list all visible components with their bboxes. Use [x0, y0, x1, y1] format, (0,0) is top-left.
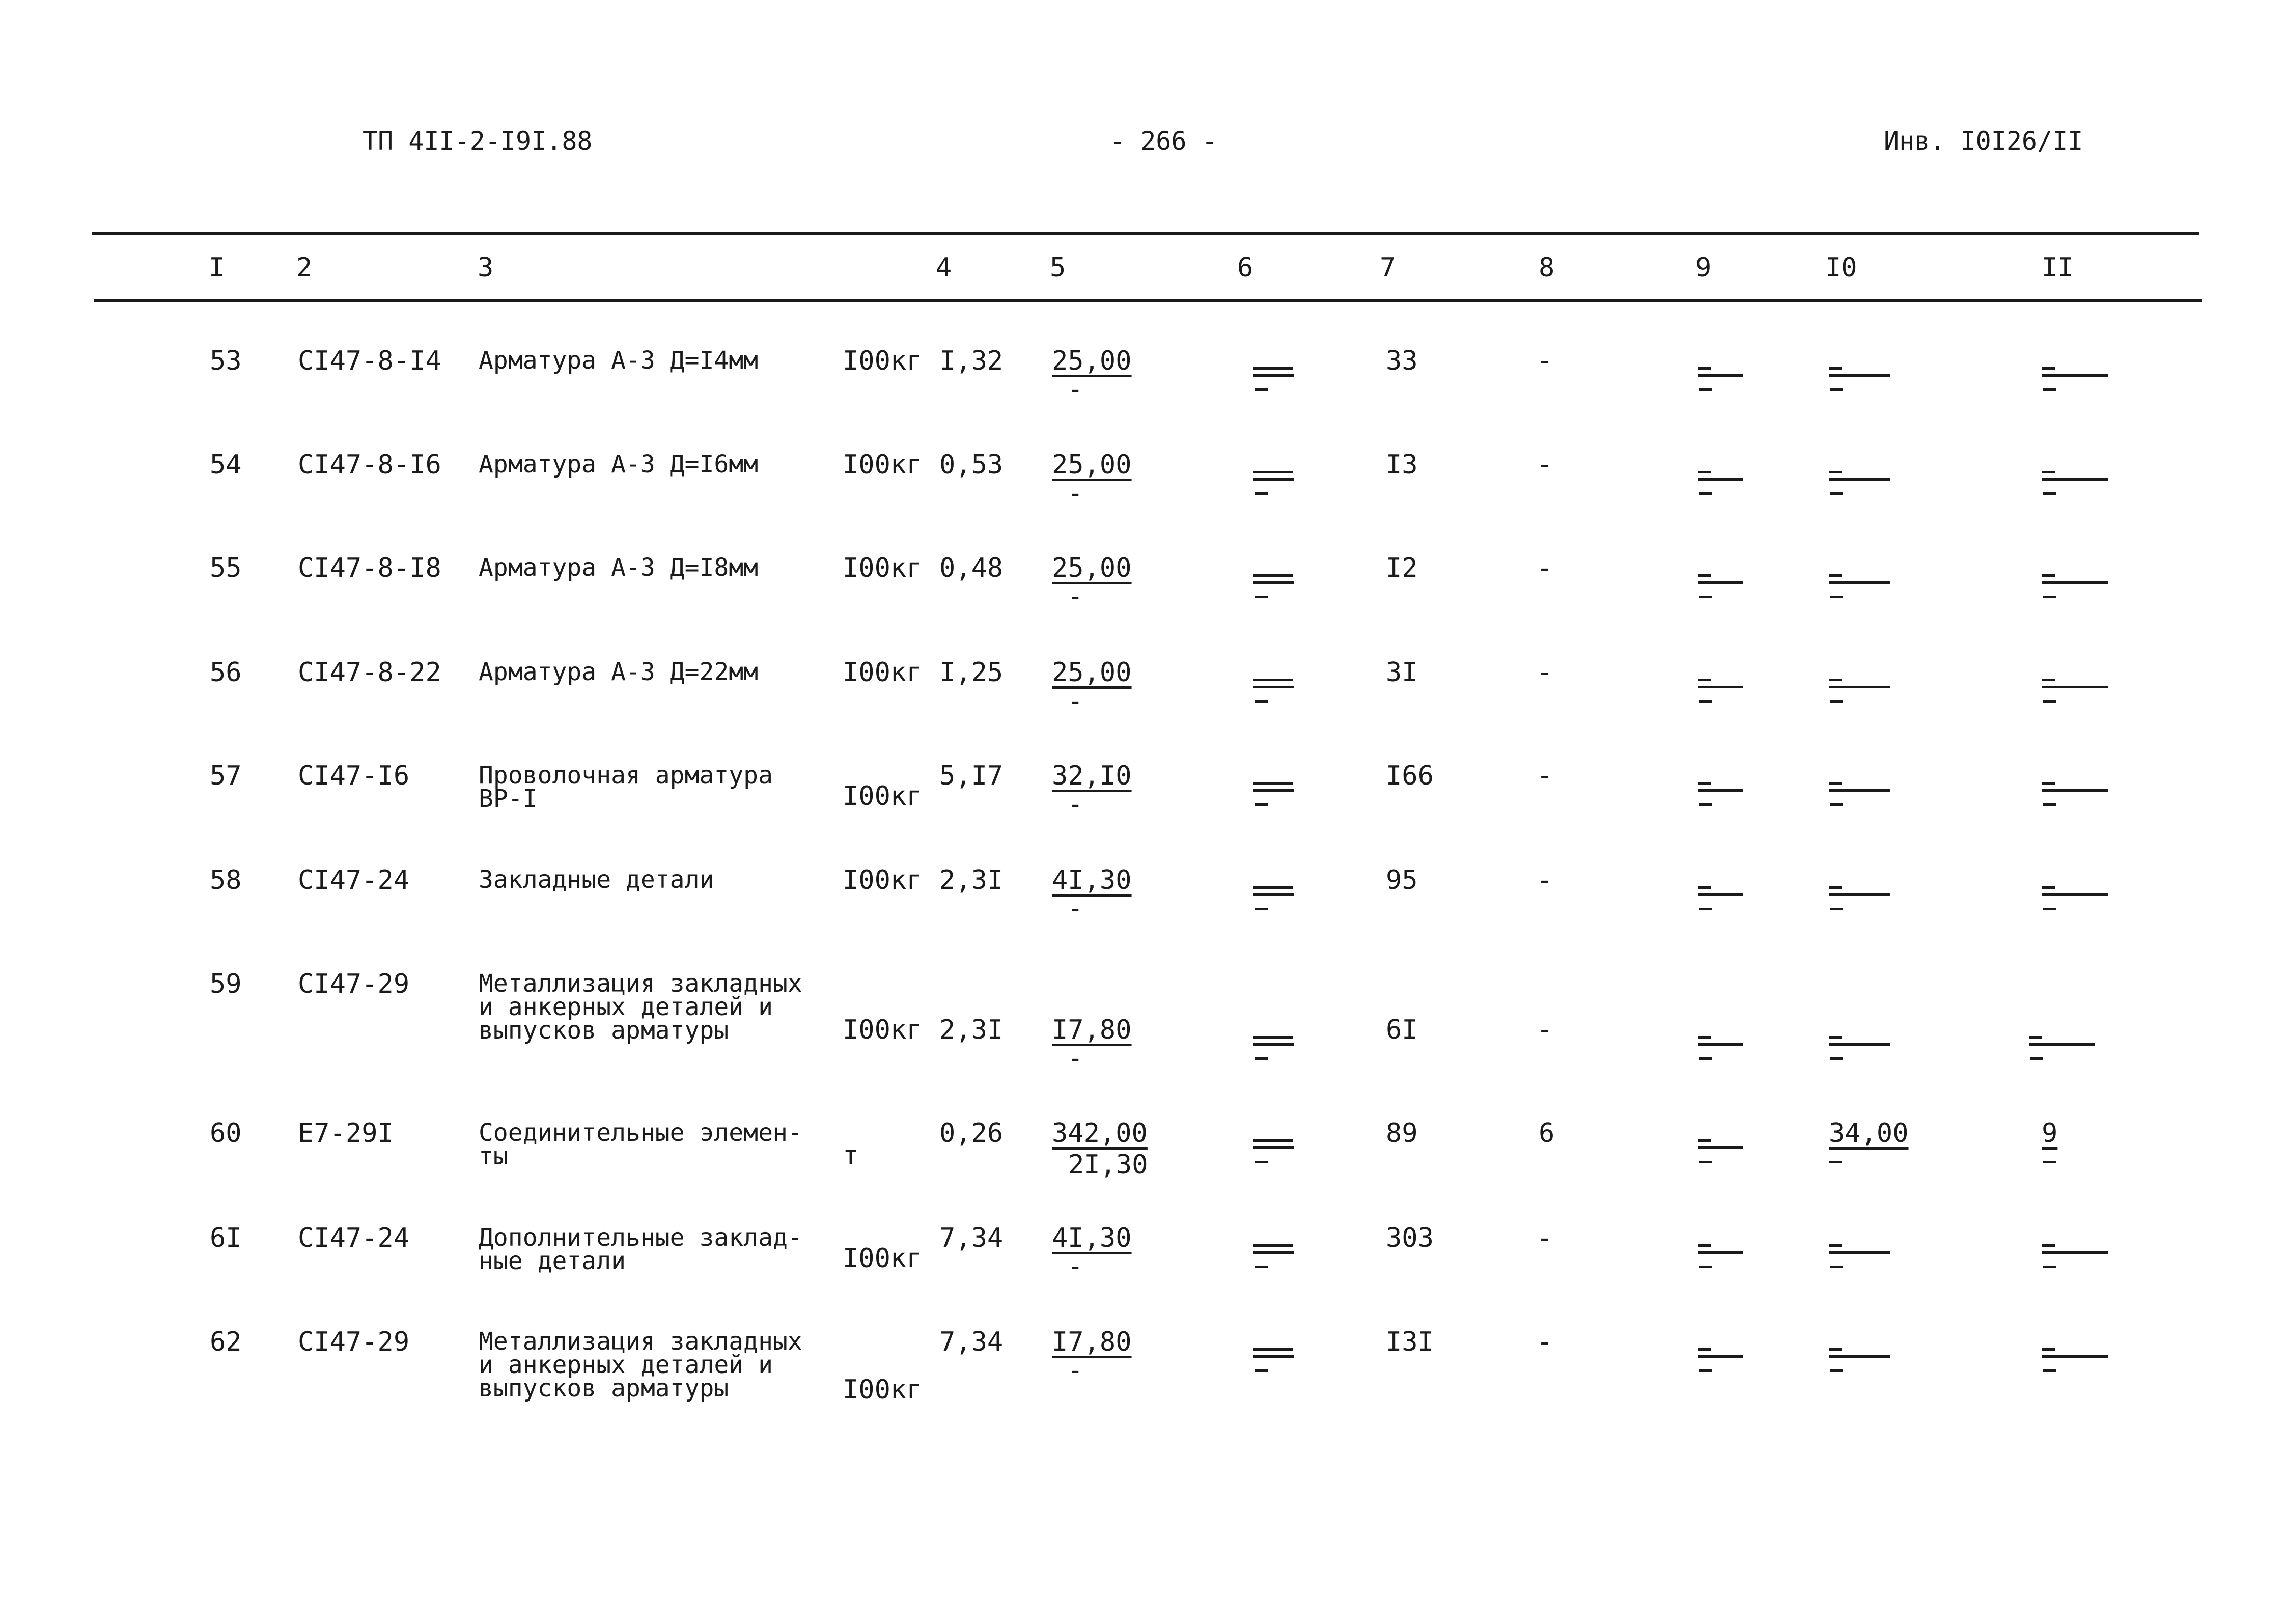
col9-dash-bottom	[1699, 908, 1712, 910]
row-col8: -	[1537, 1223, 1553, 1253]
row-col8: -	[1537, 553, 1553, 583]
row-price: I7,80	[1052, 1327, 1132, 1357]
col6-dash-bottom	[1255, 388, 1268, 391]
col11-dash-top	[2042, 367, 2055, 370]
column-header-3: 3	[478, 253, 494, 283]
row-description	[479, 761, 773, 813]
row-code: CI47-8-I6	[298, 450, 441, 480]
col9-underline	[1698, 478, 1743, 481]
row-col7: I3I	[1386, 1327, 1434, 1357]
col9-dash-bottom	[1699, 492, 1712, 495]
col11-dash-top	[2042, 886, 2055, 889]
col6-underline	[1253, 581, 1294, 584]
col11-underline	[2042, 893, 2108, 896]
row-price-secondary: 2I,30	[1068, 1150, 1148, 1180]
row-col8: 6	[1539, 1118, 1555, 1149]
col9-dash-top	[1698, 1139, 1711, 1142]
col6-dash-bottom	[1255, 1161, 1268, 1163]
row-quantity: 0,53	[939, 450, 1004, 480]
row-col7: 33	[1386, 346, 1418, 376]
col6-underline	[1253, 1043, 1294, 1046]
row-col7: 95	[1386, 865, 1418, 895]
col11-dash-top	[2042, 471, 2055, 473]
row-code: CI47-8-22	[298, 657, 441, 688]
col6-dash-top	[1253, 1036, 1293, 1039]
col11-dash-bottom	[2043, 908, 2056, 910]
row-number: 55	[210, 553, 242, 583]
col11-dash-top	[2042, 1348, 2055, 1351]
col9-dash-top	[1698, 471, 1711, 473]
row-unit: т	[843, 1140, 859, 1171]
row-number: 58	[210, 865, 242, 895]
row-col7: I3	[1386, 450, 1418, 480]
col6-underline	[1253, 686, 1294, 688]
row-number: 57	[210, 761, 242, 791]
col11-underline	[2042, 1355, 2108, 1358]
row-price-secondary: -	[1067, 478, 1083, 509]
row-code: CI47-I6	[298, 761, 410, 791]
col6-underline	[1253, 1355, 1294, 1358]
row-unit: I00кг	[843, 781, 923, 811]
row-unit: I00кг	[843, 1243, 923, 1274]
description-line: Дополнительные заклад-	[479, 1223, 802, 1252]
column-header-6: 6	[1237, 253, 1253, 283]
col9-underline	[1698, 1355, 1743, 1358]
row-col11: 9	[2042, 1118, 2058, 1149]
row-unit: I00кг	[843, 1375, 923, 1405]
col10-underline	[1829, 478, 1890, 481]
col10-underline	[1829, 581, 1890, 584]
col10-underline	[1829, 374, 1890, 377]
column-header-7: 7	[1380, 253, 1396, 283]
row-quantity: 7,34	[939, 1327, 1004, 1357]
col9-dash-top	[1698, 367, 1711, 370]
row-description	[479, 865, 714, 894]
col6-dash-top	[1253, 1348, 1293, 1351]
col9-underline	[1698, 1146, 1743, 1149]
row-unit: I00кг	[843, 346, 923, 376]
row-col8: -	[1537, 657, 1553, 688]
col9-underline	[1698, 686, 1743, 688]
col10-underline	[1829, 1043, 1890, 1046]
col9-dash-bottom	[1699, 700, 1712, 703]
col11-dash-bottom	[2030, 1057, 2043, 1060]
col6-dash-bottom	[1255, 1057, 1268, 1060]
col10-dash-bottom	[1830, 492, 1843, 495]
row-price: 25,00	[1052, 346, 1132, 376]
col11-dash-top	[2042, 574, 2055, 577]
row-price-secondary: -	[1067, 686, 1083, 716]
row-col7: I66	[1386, 761, 1434, 791]
row-quantity: 5,I7	[939, 761, 1004, 791]
col9-dash-bottom	[1699, 1161, 1712, 1163]
col10-dash-bottom	[1830, 1369, 1843, 1372]
col10-dash-bottom	[1830, 388, 1843, 391]
row-col8: -	[1537, 346, 1553, 376]
col9-dash-top	[1698, 886, 1711, 889]
row-number: 54	[210, 450, 242, 480]
row-price-secondary: -	[1067, 1251, 1083, 1282]
col9-dash-bottom	[1699, 1266, 1712, 1268]
col11-dash-bottom	[2043, 1161, 2056, 1163]
description-line: Металлизация закладных	[479, 1327, 802, 1356]
col6-dash-top	[1253, 1244, 1293, 1247]
col6-underline	[1253, 789, 1294, 792]
row-quantity: I,25	[939, 657, 1004, 688]
description-line: выпусков арматуры	[479, 1016, 729, 1045]
col10-dash-bottom	[1830, 700, 1843, 703]
col9-underline	[1698, 1251, 1743, 1254]
col10-dash-top	[1829, 679, 1842, 681]
row-description	[479, 553, 759, 582]
row-description	[479, 1118, 802, 1170]
row-number: 53	[210, 346, 242, 376]
row-col7: 6I	[1386, 1015, 1418, 1045]
col9-dash-top	[1698, 574, 1711, 577]
col9-dash-top	[1698, 782, 1711, 785]
description-line: Металлизация закладных	[479, 969, 802, 998]
row-code: CI47-24	[298, 865, 410, 895]
col6-underline	[1253, 1251, 1294, 1254]
description-line: ные детали	[479, 1247, 626, 1275]
col10-dash-bottom	[1830, 596, 1843, 598]
col10-underline	[1829, 893, 1890, 896]
row-price: I7,80	[1052, 1015, 1132, 1045]
col6-dash-bottom	[1255, 908, 1268, 910]
col9-underline	[1698, 581, 1743, 584]
row-price: 4I,30	[1052, 865, 1132, 895]
row-number: 6I	[210, 1223, 242, 1253]
table-top-rule	[92, 232, 2199, 235]
row-price: 25,00	[1052, 657, 1132, 688]
col11-dash-bottom	[2043, 1369, 2056, 1372]
row-col8: -	[1537, 450, 1553, 480]
row-description	[479, 1327, 802, 1403]
col9-underline	[1698, 374, 1743, 377]
col6-dash-bottom	[1255, 700, 1268, 703]
col10-dash-bottom	[1829, 1161, 1842, 1163]
col9-dash-bottom	[1699, 596, 1712, 598]
row-price-secondary: -	[1067, 1043, 1083, 1074]
col11-dash-bottom	[2043, 803, 2056, 806]
col10-dash-top	[1829, 1244, 1842, 1247]
row-unit: I00кг	[843, 553, 923, 583]
col9-dash-top	[1698, 1244, 1711, 1247]
col11-dash-bottom	[2043, 492, 2056, 495]
row-code: CI47-8-I8	[298, 553, 441, 583]
row-unit: I00кг	[843, 657, 923, 688]
col10-underline	[1829, 1251, 1890, 1254]
row-description	[479, 969, 802, 1045]
col11-underline	[2042, 789, 2108, 792]
col6-dash-bottom	[1255, 492, 1268, 495]
col6-underline	[1253, 374, 1294, 377]
col6-dash-bottom	[1255, 1369, 1268, 1372]
description-line: Арматура А-3 Д=I6мм	[479, 450, 759, 479]
row-description	[479, 346, 759, 375]
col9-dash-bottom	[1699, 1057, 1712, 1060]
row-price-secondary: -	[1067, 374, 1083, 405]
col9-dash-bottom	[1699, 1369, 1712, 1372]
page-number: - 266 -	[1110, 126, 1217, 156]
col6-dash-top	[1253, 782, 1293, 785]
description-line: Соединительные элемен-	[479, 1118, 802, 1147]
row-price-secondary: -	[1067, 1355, 1083, 1386]
col6-dash-top	[1253, 367, 1293, 370]
row-col8: -	[1537, 865, 1553, 895]
col9-dash-top	[1698, 679, 1711, 681]
description-line: ВР-I	[479, 785, 538, 813]
col10-dash-top	[1829, 471, 1842, 473]
row-price-secondary: -	[1067, 789, 1083, 820]
col9-dash-top	[1698, 1348, 1711, 1351]
row-description	[479, 660, 758, 684]
row-quantity: 0,48	[939, 553, 1004, 583]
description-line: Арматура А-3 Д=I8мм	[479, 553, 759, 582]
row-quantity: 2,3I	[939, 1015, 1004, 1045]
col6-underline	[1253, 893, 1294, 896]
row-col8: -	[1537, 1015, 1553, 1045]
col11-dash-top	[2042, 1244, 2055, 1247]
row-col8: -	[1537, 761, 1553, 791]
row-col7: 303	[1386, 1223, 1434, 1253]
row-col7: I2	[1386, 553, 1418, 583]
row-number: 59	[210, 969, 242, 999]
col10-dash-bottom	[1830, 803, 1843, 806]
description-line: Закладные детали	[479, 865, 714, 894]
col10-dash-top	[1829, 367, 1842, 370]
row-col7: 89	[1386, 1118, 1418, 1149]
row-number: 62	[210, 1327, 242, 1357]
row-code: Е7-29I	[298, 1118, 394, 1149]
row-unit: I00кг	[843, 1015, 923, 1045]
row-price-secondary: -	[1067, 893, 1083, 924]
col11-dash-bottom	[2043, 700, 2056, 703]
col11-underline	[2042, 686, 2108, 688]
row-quantity: 7,34	[939, 1223, 1004, 1253]
col10-dash-top	[1829, 886, 1842, 889]
col9-underline	[1698, 1043, 1743, 1046]
col11-underline	[2042, 374, 2108, 377]
col10-underline	[1829, 789, 1890, 792]
col6-dash-bottom	[1255, 596, 1268, 598]
col6-dash-bottom	[1255, 803, 1268, 806]
col9-dash-top	[1698, 1036, 1711, 1039]
row-price: 25,00	[1052, 553, 1132, 583]
col10-dash-bottom	[1830, 1266, 1843, 1268]
doc-code: ТП 4II-2-I9I.88	[363, 126, 593, 156]
description-line: и анкерных деталей и	[479, 993, 773, 1021]
col9-underline	[1698, 789, 1743, 792]
row-price: 4I,30	[1052, 1223, 1132, 1253]
column-header-2: 2	[296, 253, 313, 283]
row-quantity: 2,3I	[939, 865, 1004, 895]
description-line: ты	[479, 1142, 508, 1170]
col11-dash-bottom	[2043, 388, 2056, 391]
col10-dash-top	[1829, 1036, 1842, 1039]
col10-underline	[1829, 1355, 1890, 1358]
row-code: CI47-29	[298, 1327, 410, 1357]
col11-underline	[2042, 1251, 2108, 1254]
column-header-9: 9	[1695, 253, 1712, 283]
row-quantity: 0,26	[939, 1118, 1004, 1149]
description-line: Арматура А-3 Д=I4мм	[479, 346, 759, 375]
col6-dash-top	[1253, 679, 1293, 681]
column-header-1: I	[209, 253, 225, 283]
description-line: Арматура А-3 Д=22мм	[479, 658, 759, 686]
col11-dash-top	[2029, 1036, 2042, 1039]
row-number: 56	[210, 657, 242, 688]
col6-underline	[1253, 1146, 1294, 1149]
col11-dash-bottom	[2043, 1266, 2056, 1268]
col9-dash-bottom	[1699, 803, 1712, 806]
row-price: 32,I0	[1052, 761, 1132, 791]
col9-underline	[1698, 893, 1743, 896]
row-price: 25,00	[1052, 450, 1132, 480]
table-header-rule	[94, 299, 2202, 302]
row-description	[479, 1223, 802, 1275]
col11-dash-bottom	[2043, 596, 2056, 598]
row-description	[479, 450, 759, 479]
column-header-10: I0	[1825, 253, 1857, 283]
col10-dash-bottom	[1830, 908, 1843, 910]
row-code: CI47-29	[298, 969, 410, 999]
col11-underline	[2042, 581, 2108, 584]
col6-dash-top	[1253, 471, 1293, 473]
col11-dash-top	[2042, 782, 2055, 785]
col11-underline	[2029, 1043, 2095, 1046]
col10-dash-top	[1829, 574, 1842, 577]
column-header-5: 5	[1050, 253, 1066, 283]
description-line: и анкерных деталей и	[479, 1351, 773, 1379]
row-col8: -	[1537, 1327, 1553, 1357]
row-code: CI47-24	[298, 1223, 410, 1253]
row-price: 342,00	[1052, 1118, 1148, 1149]
description-line: выпусков арматуры	[479, 1374, 729, 1403]
col6-dash-top	[1253, 1139, 1293, 1142]
column-header-8: 8	[1539, 253, 1555, 283]
col10-underline	[1829, 686, 1890, 688]
col6-dash-top	[1253, 574, 1293, 577]
col10-dash-top	[1829, 1348, 1842, 1351]
col6-dash-top	[1253, 886, 1293, 889]
row-code: CI47-8-I4	[298, 346, 441, 376]
col6-dash-bottom	[1255, 1266, 1268, 1268]
col10-dash-bottom	[1830, 1057, 1843, 1060]
column-header-4: 4	[936, 253, 952, 283]
row-col7: 3I	[1386, 657, 1418, 688]
inventory-number: Инв. I0I26/II	[1884, 126, 2083, 156]
col11-dash-top	[2042, 679, 2055, 681]
col9-dash-bottom	[1699, 388, 1712, 391]
row-unit: I00кг	[843, 450, 923, 480]
col11-underline	[2042, 478, 2108, 481]
row-quantity: I,32	[939, 346, 1004, 376]
col6-underline	[1253, 478, 1294, 481]
description-line: Проволочная арматура	[479, 761, 773, 790]
column-header-11: II	[2042, 253, 2074, 283]
row-price-secondary: -	[1067, 581, 1083, 612]
row-number: 60	[210, 1118, 242, 1149]
row-unit: I00кг	[843, 865, 923, 895]
col10-dash-top	[1829, 782, 1842, 785]
row-col10: 34,00	[1829, 1118, 1909, 1149]
